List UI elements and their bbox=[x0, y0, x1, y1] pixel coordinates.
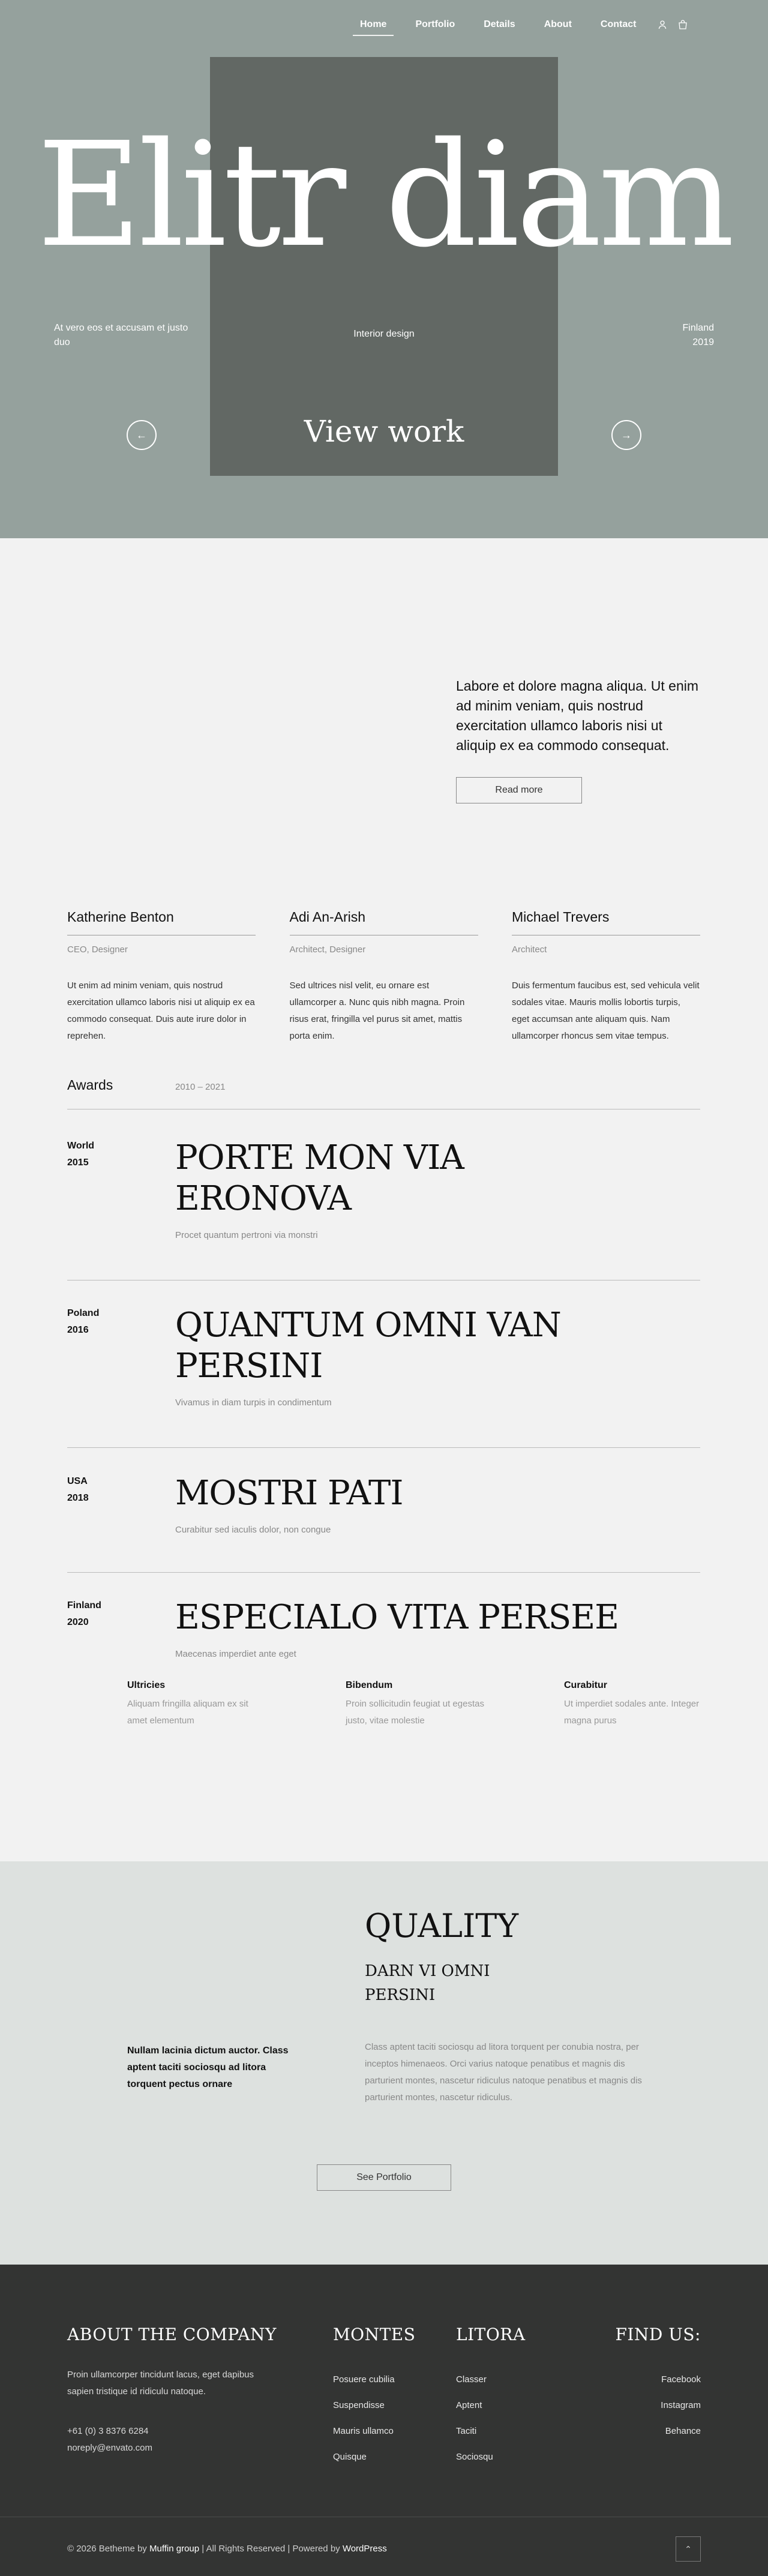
award-title: ESPECIALO VITA PERSEE bbox=[175, 1598, 619, 1637]
member-name: Katherine Benton bbox=[67, 909, 256, 935]
awards-range: 2010 – 2021 bbox=[175, 1082, 226, 1092]
member-name: Michael Trevers bbox=[512, 909, 700, 935]
footer-montes-list bbox=[333, 2367, 395, 2470]
nav-details[interactable]: Details bbox=[484, 19, 515, 29]
member-name: Adi An-Arish bbox=[290, 909, 478, 935]
member-role: Architect, Designer bbox=[289, 944, 366, 955]
detail-title: Ultricies bbox=[127, 1680, 166, 1690]
quality-title: QUALITY bbox=[365, 1907, 518, 1945]
footer-email[interactable]: noreply@envato.com bbox=[67, 2443, 152, 2453]
quality-subtitle-line: DARN VI OMNI bbox=[365, 1962, 490, 1980]
footer-copyright bbox=[67, 2544, 387, 2554]
hero-title: Elitr diam bbox=[37, 111, 731, 279]
award-item bbox=[67, 1473, 700, 1573]
footer-find-title: FIND US: bbox=[615, 2325, 701, 2344]
footer-about-text: Proin ullamcorper tincidunt lacus, eget dapibus sapien tristique id ridiculu natoque. bbox=[67, 2370, 254, 2397]
footer-link[interactable]: Posuere cubilia bbox=[333, 2374, 395, 2385]
member-role: CEO, Designer bbox=[67, 944, 128, 955]
detail-column bbox=[346, 1680, 485, 1729]
award-meta bbox=[67, 1138, 94, 1171]
quality-section bbox=[0, 1861, 768, 2265]
award-place: Finland bbox=[67, 1600, 101, 1611]
arrow-right-icon: → bbox=[621, 428, 632, 441]
detail-title: Bibendum bbox=[346, 1680, 393, 1690]
quality-body-text: Class aptent taciti sociosqu ad litora torquent per conubia nostra, per inceptos himenaeos. Orci varius natoque penatibus et magnis dis parturient montes, nascetur ridiculus natoque penatibus et magnis dis parturient montes, nascetur ridiculus. bbox=[365, 2042, 642, 2103]
footer-link[interactable]: Aptent bbox=[456, 2400, 482, 2410]
award-meta bbox=[67, 1597, 101, 1631]
copyright-middle: | All Rights Reserved | Powered by bbox=[199, 2544, 343, 2554]
nav-contact[interactable]: Contact bbox=[600, 19, 637, 29]
copyright-prefix: © 2026 Betheme by bbox=[67, 2544, 149, 2554]
award-year: 2015 bbox=[67, 1157, 89, 1168]
read-more-button[interactable]: Read more bbox=[456, 777, 582, 803]
footer-link[interactable]: Quisque bbox=[333, 2452, 367, 2462]
social-behance-link[interactable]: Behance bbox=[665, 2426, 701, 2436]
award-meta bbox=[67, 1305, 99, 1339]
intro-block bbox=[456, 676, 702, 803]
award-title: PORTE MON VIA ERONOVA bbox=[175, 1138, 464, 1218]
detail-text: Ut imperdiet sodales ante. Integer magna purus bbox=[564, 1699, 700, 1726]
award-year: 2020 bbox=[67, 1617, 89, 1627]
detail-column bbox=[564, 1680, 703, 1729]
award-subtitle: Maecenas imperdiet ante eget bbox=[175, 1649, 296, 1659]
footer-phone[interactable]: +61 (0) 3 8376 6284 bbox=[67, 2426, 149, 2436]
hero-location: Finland bbox=[682, 323, 714, 333]
detail-column bbox=[127, 1680, 266, 1729]
quality-subtitle-line: PERSINI bbox=[365, 1986, 436, 2004]
award-year: 2016 bbox=[67, 1325, 89, 1335]
award-place: USA bbox=[67, 1476, 88, 1486]
award-title: QUANTUM OMNI VAN PERSINI bbox=[175, 1306, 561, 1386]
footer-link[interactable]: Taciti bbox=[456, 2426, 477, 2436]
award-place: Poland bbox=[67, 1308, 100, 1318]
footer-social-list bbox=[661, 2367, 701, 2444]
nav-portfolio[interactable]: Portfolio bbox=[415, 19, 455, 29]
award-subtitle: Procet quantum pertroni via monstri bbox=[175, 1230, 318, 1240]
footer-link[interactable]: Suspendisse bbox=[333, 2400, 385, 2410]
detail-title: Curabitur bbox=[564, 1680, 607, 1690]
hero-section bbox=[0, 0, 768, 538]
hero-year: 2019 bbox=[692, 337, 714, 347]
footer-link[interactable]: Classer bbox=[456, 2374, 487, 2385]
intro-text: Labore et dolore magna aliqua. Ut enim ad minim veniam, quis nostrud exercitation ullamco laboris nisi ut aliquip ex ea commodo consequat. bbox=[456, 678, 699, 753]
award-place: World bbox=[67, 1141, 95, 1151]
hero-next-button[interactable] bbox=[611, 420, 641, 450]
wordpress-link[interactable]: WordPress bbox=[342, 2544, 387, 2554]
footer-montes-title: MONTES bbox=[333, 2325, 416, 2344]
member-desc: Duis fermentum faucibus est, sed vehicula velit sodales vitae. Mauris mollis lobortis turpis, eget accumsan ante aliquam quis. Nam ullamcorper rhoncus sem vitae tempus. bbox=[512, 980, 700, 1041]
arrow-left-icon: ← bbox=[136, 428, 147, 441]
award-details bbox=[127, 1680, 703, 1729]
detail-text: Aliquam fringilla aliquam ex sit amet elementum bbox=[127, 1699, 248, 1726]
member-desc: Sed ultrices nisl velit, eu ornare est ullamcorper a. Nunc quis nibh magna. Proin risus erat, fringilla vel purus sit amet, mattis porta enim. bbox=[289, 980, 465, 1041]
quality-subtitle bbox=[365, 1959, 490, 2007]
nav-about[interactable]: About bbox=[544, 19, 572, 29]
chevron-up-icon: ⌃ bbox=[685, 2544, 692, 2554]
see-portfolio-button[interactable]: See Portfolio bbox=[317, 2164, 451, 2191]
detail-text: Proin sollicitudin feugiat ut egestas justo, vitae molestie bbox=[346, 1699, 484, 1726]
award-title: MOSTRI PATI bbox=[175, 1474, 403, 1513]
user-icon[interactable] bbox=[658, 20, 667, 29]
site-footer bbox=[0, 2265, 768, 2576]
member-desc: Ut enim ad minim veniam, quis nostrud exercitation ullamco laboris nisi ut aliquip ex ea commodo consequat. Duis aute irure dolor in reprehen. bbox=[67, 980, 255, 1041]
team-member bbox=[512, 909, 700, 1045]
hero-prev-button[interactable] bbox=[127, 420, 157, 450]
main-nav bbox=[360, 19, 688, 36]
quality-lead-text: Nullam lacinia dictum auctor. Class aptent taciti sociosqu ad litora torquent pectus ornare bbox=[127, 2046, 289, 2089]
footer-link[interactable]: Mauris ullamco bbox=[333, 2426, 394, 2436]
view-work-link[interactable]: View work bbox=[304, 414, 464, 449]
footer-about-title: ABOUT THE COMPANY bbox=[67, 2325, 277, 2344]
hero-meta bbox=[683, 321, 714, 350]
social-facebook-link[interactable]: Facebook bbox=[661, 2374, 701, 2385]
awards-title: Awards bbox=[67, 1077, 113, 1093]
team-member bbox=[290, 909, 478, 1045]
hero-category: Interior design bbox=[353, 329, 415, 339]
team-member bbox=[67, 909, 256, 1045]
member-role: Architect bbox=[512, 944, 547, 955]
nav-home[interactable]: Home bbox=[360, 19, 386, 36]
cart-icon[interactable] bbox=[678, 20, 688, 29]
award-subtitle: Curabitur sed iaculis dolor, non congue bbox=[175, 1525, 331, 1535]
social-instagram-link[interactable]: Instagram bbox=[661, 2400, 701, 2410]
award-subtitle: Vivamus in diam turpis in condimentum bbox=[175, 1398, 332, 1408]
award-item bbox=[67, 1138, 700, 1280]
back-to-top-button[interactable] bbox=[676, 2536, 701, 2562]
hero-left-text: At vero eos et accusam et justo duo bbox=[54, 323, 188, 347]
award-item bbox=[67, 1597, 700, 1669]
muffin-group-link[interactable]: Muffin group bbox=[149, 2544, 200, 2554]
award-year: 2018 bbox=[67, 1493, 89, 1503]
award-item bbox=[67, 1305, 700, 1448]
awards-header bbox=[67, 1077, 700, 1109]
footer-link[interactable]: Sociosqu bbox=[456, 2452, 493, 2462]
nav-icons bbox=[658, 20, 688, 35]
footer-litora-list bbox=[456, 2367, 493, 2470]
award-meta bbox=[67, 1473, 89, 1507]
footer-litora-title: LITORA bbox=[456, 2325, 526, 2344]
team-section bbox=[67, 909, 700, 1045]
